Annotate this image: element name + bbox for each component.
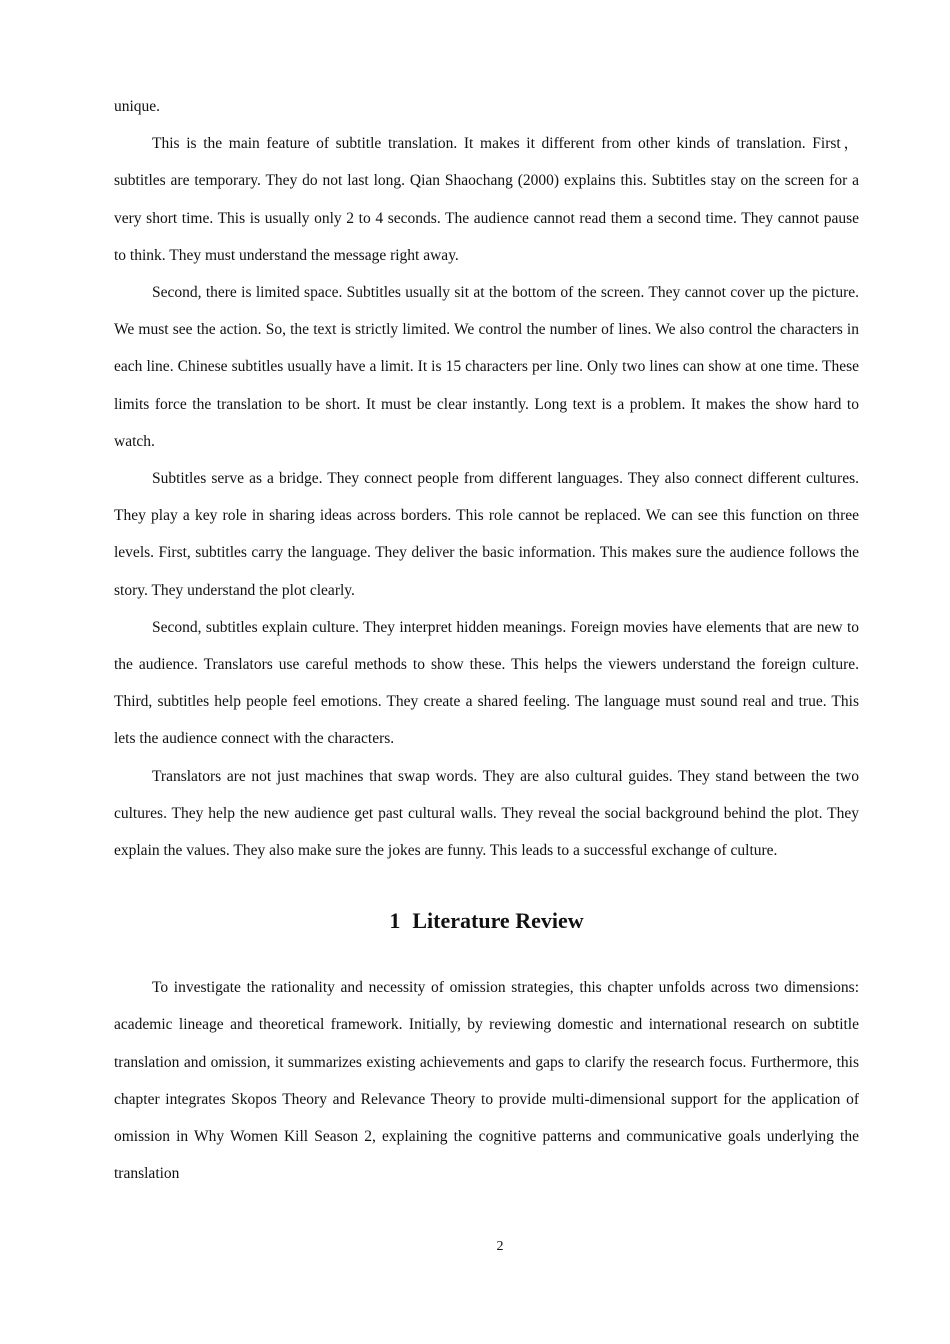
paragraph-continuation: unique. xyxy=(114,98,161,115)
section-heading xyxy=(114,903,859,939)
paragraph-limited-space: Second, there is limited space. Subtitles usually sit at the bottom of the screen. They cannot cover up the picture. We must see the action. So, the text is strictly limited. We control the number of lines. We also control the characters in each line. Chinese subtitles usually have a limit. It is 15 characters per line. Only two lines can show at one time. These limits force the translation to be short. It must be clear instantly. Long text is a problem. It makes the show hard to watch. xyxy=(114,284,859,450)
page-body xyxy=(114,88,859,1192)
paragraph-subtitle-features: This is the main feature of subtitle translation. It makes it different from other kinds of translation. First，subtitles are temporary. They do not last long. Qian Shaochang (2000) explains this. Subtitles stay on the screen for a very short time. This is usually only 2 to 4 seconds. The audience cannot read them a second time. They cannot pause to think. They must understand the message right away. xyxy=(114,135,859,264)
paragraph-literature-intro: To investigate the rationality and necessity of omission strategies, this chapter unfolds across two dimensions: academic lineage and theoretical framework. Initially, by reviewing domestic and international research on subtitle translation and omission, it summarizes existing achievements and gaps to clarify the research focus. Furthermore, this chapter integrates Skopos Theory and Relevance Theory to provide multi-dimensional support for the application of omission in Why Women Kill Season 2, explaining the cognitive patterns and communicative goals underlying the translation xyxy=(114,979,859,1183)
section-number: 1 xyxy=(389,908,401,934)
paragraph-bridge: Subtitles serve as a bridge. They connect people from different languages. They also connect different cultures. They play a key role in sharing ideas across borders. This role cannot be replaced. We can see this function on three levels. First, subtitles carry the language. They deliver the basic information. This makes sure the audience follows the story. They understand the plot clearly. xyxy=(114,470,859,599)
paragraph-translators: Translators are not just machines that swap words. They are also cultural guides. They stand between the two cultures. They help the new audience get past cultural walls. They reveal the social background behind the plot. They explain the values. They also make sure the jokes are funny. This leads to a successful exchange of culture. xyxy=(114,767,859,860)
paragraph-culture: Second, subtitles explain culture. They interpret hidden meanings. Foreign movies have elements that are new to the audience. Translators use careful methods to show these. This helps the viewers understand the foreign culture. Third, subtitles help people feel emotions. They create a shared feeling. The language must sound real and true. This lets the audience connect with the characters. xyxy=(114,618,859,748)
section-title: Literature Review xyxy=(412,908,584,934)
page-number: 2 xyxy=(496,1239,504,1254)
